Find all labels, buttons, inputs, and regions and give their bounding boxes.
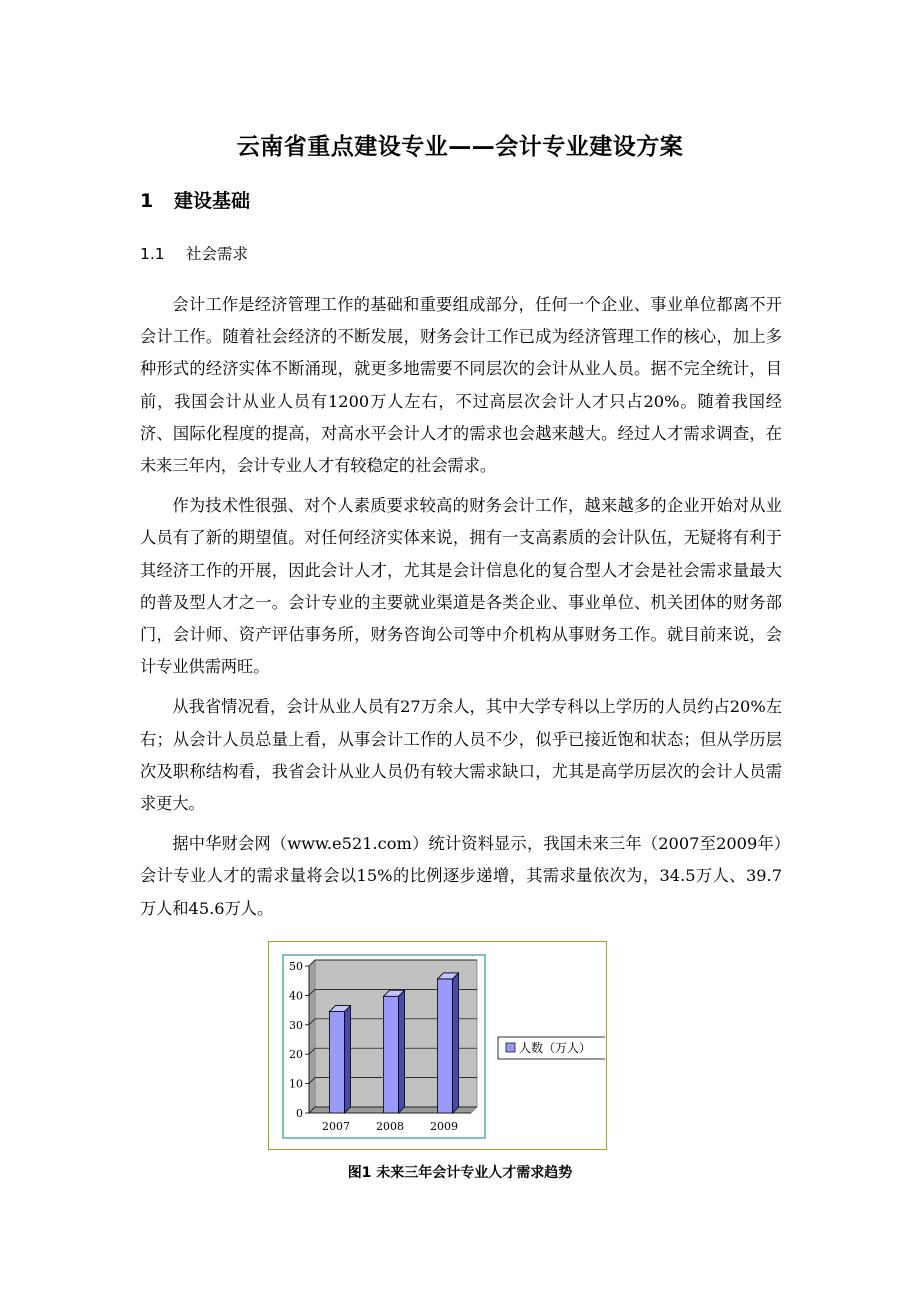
x-tick-label: 2007 xyxy=(322,1120,350,1133)
subsection-title: 社会需求 xyxy=(186,245,249,263)
legend-swatch xyxy=(506,1043,515,1052)
y-tick-label: 50 xyxy=(289,960,303,973)
paragraph: 从我省情况看，会计从业人员有27万余人，其中大学专科以上学历的人员约占20%左右；从会计人员总量上看，从事会计工作的人员不少，似乎已接近饱和状态；但从学历层次及职称结构看，我省会计从业人员仍有较大需求缺口，尤其是高学历层次的会计人员需求更大。 xyxy=(140,697,782,814)
section-heading xyxy=(140,186,250,213)
bar-side xyxy=(453,973,459,1113)
bar-chart xyxy=(269,942,605,1148)
subsection-heading xyxy=(140,242,248,264)
y-tick-label: 10 xyxy=(289,1077,303,1091)
chart-side-wall xyxy=(309,960,315,1113)
y-tick-label: 0 xyxy=(296,1107,303,1120)
bar xyxy=(384,996,399,1113)
paragraph: 作为技术性很强、对个人素质要求较高的财务会计工作，越来越多的企业开始对从业人员有了新的期望值。对任何经济实体来说，拥有一支高素质的会计队伍，无疑将有利于其经济工作的开展，因此会计人才，尤其是会计信息化的复合型人才会是社会需求量最大的普及型人才之一。会计专业的主要就业渠道是各类企业、事业单位、机关团体的财务部门，会计师、资产评估事务所，财务咨询公司等中介机构从事财务工作。就目前来说，会计专业供需两旺。 xyxy=(140,496,782,677)
bar xyxy=(438,979,453,1113)
subsection-number: 1.1 xyxy=(140,245,165,263)
legend-label: 人数（万人） xyxy=(519,1041,592,1055)
x-tick-label: 2009 xyxy=(430,1120,458,1133)
document-title: 云南省重点建设专业——会计专业建设方案 xyxy=(236,134,684,160)
x-tick-label: 2008 xyxy=(376,1120,404,1133)
bar-side xyxy=(399,990,405,1113)
bar xyxy=(330,1012,345,1113)
figure-frame xyxy=(268,941,607,1150)
bar-side xyxy=(345,1006,351,1113)
section-title: 建设基础 xyxy=(174,190,251,212)
figure-caption: 图1 未来三年会计专业人才需求趋势 xyxy=(347,1165,573,1181)
body-text xyxy=(140,289,782,933)
section-number: 1 xyxy=(140,190,154,212)
y-tick-label: 30 xyxy=(289,1018,303,1032)
paragraph: 会计工作是经济管理工作的基础和重要组成部分，任何一个企业、事业单位都离不开会计工作。随着社会经济的不断发展，财务会计工作已成为经济管理工作的核心，加上多种形式的经济实体不断涌现，就更多地需要不同层次的会计从业人员。据不完全统计，目前，我国会计从业人员有1200万人左右，不过高层次会计人才只占20%。随着我国经济、国际化程度的提高，对高水平会计人才的需求也会越来越大。经过人才需求调查，在未来三年内，会计专业人才有较稳定的社会需求。 xyxy=(140,295,782,476)
y-tick-label: 40 xyxy=(289,989,303,1003)
paragraph: 据中华财会网（www.e521.com）统计资料显示，我国未来三年（2007至2009年）会计专业人才的需求量将会以15%的比例逐步递增，其需求量依次为，34.5万人、39.7万人和45.6万人。 xyxy=(140,834,782,918)
y-tick-label: 20 xyxy=(289,1048,303,1062)
